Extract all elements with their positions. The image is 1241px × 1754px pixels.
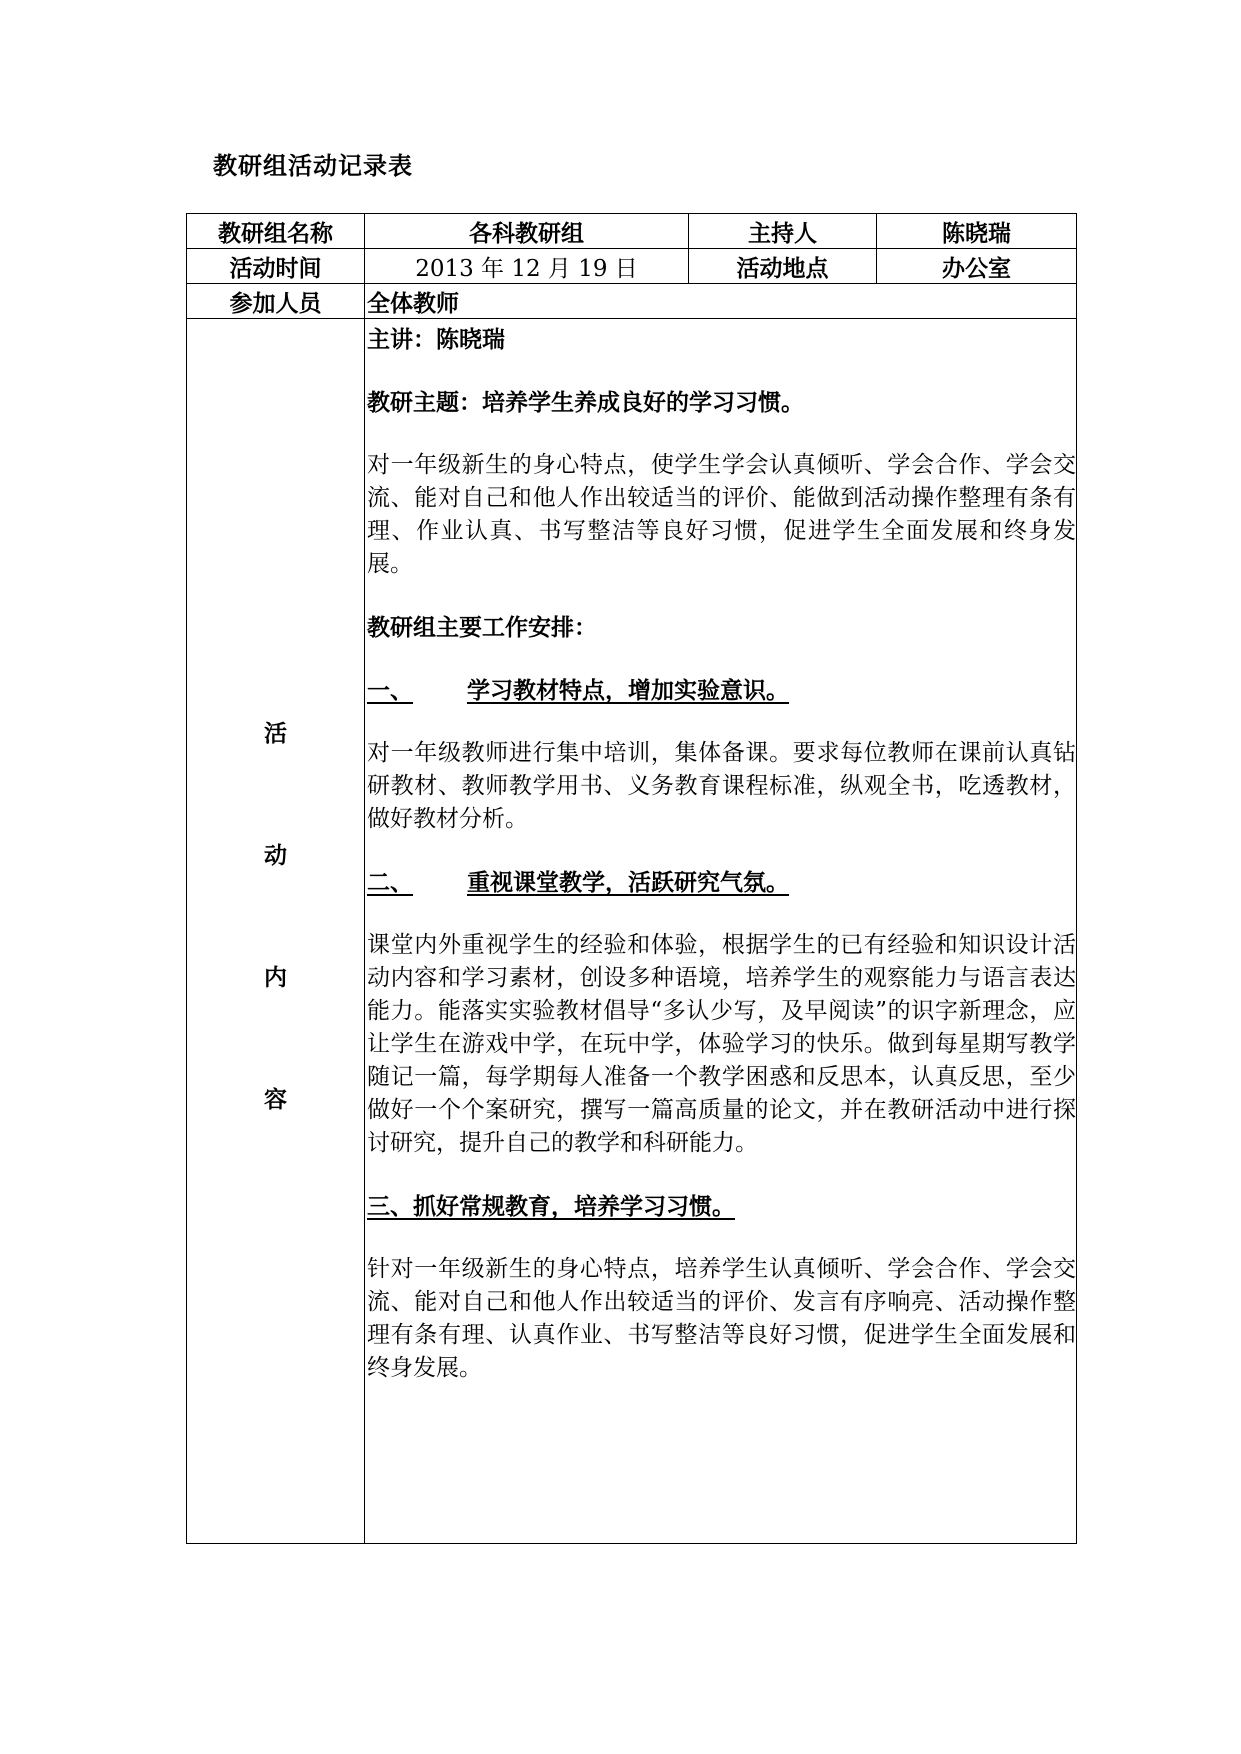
table-row xyxy=(187,284,1077,319)
section-title: 重视课堂教学，活跃研究气氛。 xyxy=(467,869,789,896)
host-label: 主持人 xyxy=(689,214,877,249)
group-name-value: 各科教研组 xyxy=(365,214,689,249)
intro-paragraph: 对一年级新生的身心特点，使学生学会认真倾听、学会合作、学会交流、能对自己和他人作出较适当的评价、能做到活动操作整理有条有理、作业认真、书写整洁等良好习惯，促进学生全面发展和终身发展。 xyxy=(367,452,1076,577)
participants-label: 参加人员 xyxy=(187,284,365,319)
section-body-2: 课堂内外重视学生的经验和体验，根据学生的已有经验和知识设计活动内容和学习素材，创设多种语境，培养学生的观察能力与语言表达能力。能落实实验教材倡导“多认少写，及早阅读”的识字新理念，应让学生在游戏中学，在玩中学，体验学习的快乐。做到每星期写教学随记一篇，每学期每人准备一个教学困惑和反思本，认真反思，至少做好一个个案研究，撰写一篇高质量的论文，并在教研活动中进行探讨研究，提升自己的教学和科研能力。 xyxy=(367,932,1076,1156)
activity-time-label: 活动时间 xyxy=(187,249,365,284)
section-body-1: 对一年级教师进行集中培训，集体备课。要求每位教师在课前认真钻研教材、教师教学用书、义务教育课程标准，纵观全书，吃透教材，做好教材分析。 xyxy=(367,740,1076,832)
section-body-3: 针对一年级新生的身心特点，培养学生认真倾听、学会合作、学会交流、能对自己和他人作出较适当的评价、发言有序响亮、活动操作整理有条有理、认真作业、书写整洁等良好习惯，促进学生全面发展和终身发展。 xyxy=(367,1256,1076,1381)
speaker-line: 主讲：陈晓瑞 xyxy=(367,326,505,353)
section-heading-2 xyxy=(367,866,1076,899)
section-heading-3 xyxy=(367,1190,1076,1223)
table-row xyxy=(187,214,1077,249)
section-number: 二、 xyxy=(367,869,413,896)
section-title: 抓好常规教育，培养学习习惯。 xyxy=(413,1193,735,1220)
section-heading-1 xyxy=(367,674,1076,707)
activity-place-label: 活动地点 xyxy=(689,249,877,284)
content-label-char: 内 xyxy=(264,964,287,991)
host-value: 陈晓瑞 xyxy=(877,214,1077,249)
activity-content-label xyxy=(187,319,365,1544)
table-row xyxy=(187,249,1077,284)
participants-value: 全体教师 xyxy=(365,284,1077,319)
work-heading: 教研组主要工作安排： xyxy=(367,614,597,641)
activity-time-value: 2013 年 12 月 19 日 xyxy=(365,249,689,284)
section-title: 学习教材特点，增加实验意识。 xyxy=(467,677,789,704)
section-number: 三、 xyxy=(367,1193,413,1220)
activity-content xyxy=(365,319,1077,1544)
content-label-char: 动 xyxy=(264,842,287,869)
page-title: 教研组活动记录表 xyxy=(213,151,413,180)
table-row xyxy=(187,319,1077,1544)
theme-line: 教研主题：培养学生养成良好的学习习惯。 xyxy=(367,389,804,416)
activity-record-table xyxy=(186,213,1077,1544)
content-label-char: 容 xyxy=(264,1086,287,1113)
group-name-label: 教研组名称 xyxy=(187,214,365,249)
activity-place-value: 办公室 xyxy=(877,249,1077,284)
content-label-char: 活 xyxy=(264,720,287,747)
section-number: 一、 xyxy=(367,677,413,704)
